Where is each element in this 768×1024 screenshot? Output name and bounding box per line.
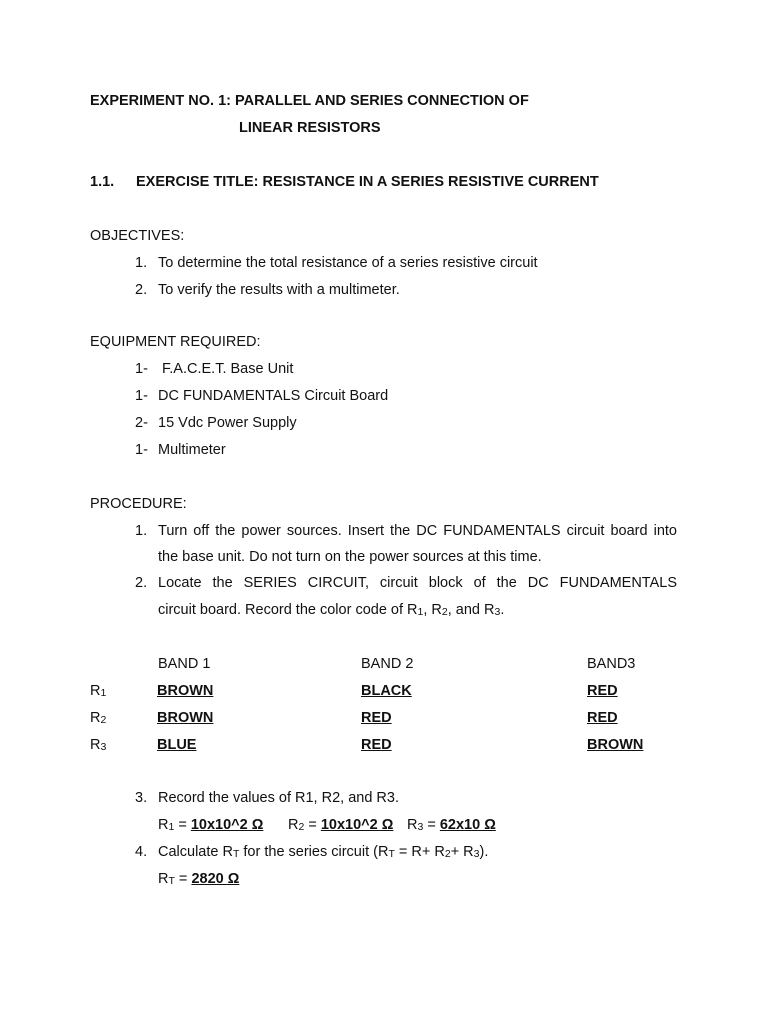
objective-num: 1. bbox=[135, 255, 148, 271]
text: R bbox=[90, 683, 101, 699]
subscript: 2 bbox=[444, 848, 451, 860]
subscript: 3 bbox=[494, 606, 501, 618]
text: R bbox=[407, 817, 418, 833]
text: = bbox=[174, 817, 191, 833]
subscript: 3 bbox=[417, 821, 424, 833]
text: for the series circuit (R bbox=[239, 844, 389, 860]
text: circuit board. Record the color code of R bbox=[158, 602, 418, 618]
subscript: T bbox=[232, 848, 240, 860]
equipment-item: Multimeter bbox=[158, 442, 226, 458]
band-value: RED bbox=[587, 683, 618, 699]
subscript: 2 bbox=[100, 714, 107, 726]
procedure-step-num: 4. bbox=[135, 844, 148, 860]
band-value: BLACK bbox=[361, 683, 412, 699]
text: R bbox=[158, 871, 169, 887]
subscript: T bbox=[168, 875, 175, 887]
band-value: BROWN bbox=[157, 710, 214, 726]
row-label-r3 bbox=[90, 736, 106, 755]
procedure-step2-line2 bbox=[158, 601, 504, 620]
text: + R bbox=[450, 844, 474, 860]
procedure-heading: PROCEDURE: bbox=[90, 496, 187, 512]
equipment-heading: EQUIPMENT REQUIRED: bbox=[90, 334, 261, 350]
subscript: T bbox=[388, 848, 395, 860]
resistor-values-line bbox=[158, 816, 263, 835]
subscript: 3 bbox=[473, 848, 480, 860]
band-value: BROWN bbox=[587, 737, 644, 753]
procedure-step1-line1: Turn off the power sources. Insert the DC FUNDAMENTALS circuit board into bbox=[158, 523, 677, 539]
resistor-values-line bbox=[407, 816, 496, 835]
band-header: BAND3 bbox=[587, 656, 636, 672]
text: = R+ R bbox=[394, 844, 445, 860]
subscript: 1 bbox=[168, 821, 175, 833]
procedure-step1-line2: the base unit. Do not turn on the power sources at this time. bbox=[158, 549, 542, 565]
equipment-item: F.A.C.E.T. Base Unit bbox=[158, 361, 294, 377]
subscript: 1 bbox=[100, 687, 107, 699]
band-value: RED bbox=[361, 737, 392, 753]
objective-item: To verify the results with a multimeter. bbox=[158, 282, 400, 298]
subscript: 2 bbox=[298, 821, 305, 833]
text: = bbox=[423, 817, 440, 833]
procedure-step-num: 1. bbox=[135, 523, 148, 539]
text: , R bbox=[423, 602, 442, 618]
row-label-r2 bbox=[90, 709, 106, 728]
equipment-qty: 2- bbox=[135, 415, 148, 431]
subscript: 1 bbox=[417, 606, 424, 618]
procedure-step-num: 3. bbox=[135, 790, 148, 806]
band-value: RED bbox=[587, 710, 618, 726]
text: , and R bbox=[447, 602, 495, 618]
equipment-item: 15 Vdc Power Supply bbox=[158, 415, 297, 431]
band-value: BROWN bbox=[157, 683, 214, 699]
exercise-title: EXERCISE TITLE: RESISTANCE IN A SERIES RESISTIVE CURRENT bbox=[136, 174, 599, 190]
rt-value: 2820 Ω bbox=[191, 871, 240, 887]
text: . bbox=[500, 602, 505, 618]
text: = bbox=[304, 817, 321, 833]
procedure-step-num: 2. bbox=[135, 575, 148, 591]
equipment-qty: 1- bbox=[135, 388, 148, 404]
experiment-title-line2: LINEAR RESISTORS bbox=[239, 120, 381, 136]
band-header: BAND 1 bbox=[158, 656, 211, 672]
subscript: 3 bbox=[100, 741, 107, 753]
exercise-number: 1.1. bbox=[90, 174, 115, 190]
equipment-qty: 1- bbox=[135, 442, 148, 458]
total-resistance-line bbox=[158, 870, 239, 889]
text: R bbox=[90, 710, 101, 726]
text: ). bbox=[479, 844, 489, 860]
band-value: RED bbox=[361, 710, 392, 726]
text: R bbox=[158, 817, 169, 833]
objective-item: To determine the total resistance of a series resistive circuit bbox=[158, 255, 538, 271]
text: Calculate R bbox=[158, 844, 233, 860]
procedure-step2-line1: Locate the SERIES CIRCUIT, circuit block of the DC FUNDAMENTALS bbox=[158, 575, 677, 591]
row-label-r1 bbox=[90, 682, 106, 701]
subscript: 2 bbox=[441, 606, 448, 618]
r2-value: 10x10^2 Ω bbox=[320, 817, 394, 833]
objective-num: 2. bbox=[135, 282, 148, 298]
r3-value: 62x10 Ω bbox=[439, 817, 496, 833]
procedure-step3-text: Record the values of R1, R2, and R3. bbox=[158, 790, 399, 806]
equipment-qty: 1- bbox=[135, 361, 148, 377]
experiment-title-line1: EXPERIMENT NO. 1: PARALLEL AND SERIES CONNECTION OF bbox=[90, 93, 529, 109]
text: = bbox=[174, 871, 192, 887]
resistor-values-line bbox=[288, 816, 393, 835]
band-value: BLUE bbox=[157, 737, 197, 753]
text: R bbox=[288, 817, 299, 833]
r1-value: 10x10^2 Ω bbox=[190, 817, 264, 833]
band-header: BAND 2 bbox=[361, 656, 414, 672]
procedure-step4-text bbox=[158, 843, 488, 862]
text: R bbox=[90, 737, 101, 753]
equipment-item: DC FUNDAMENTALS Circuit Board bbox=[158, 388, 389, 404]
objectives-heading: OBJECTIVES: bbox=[90, 228, 185, 244]
